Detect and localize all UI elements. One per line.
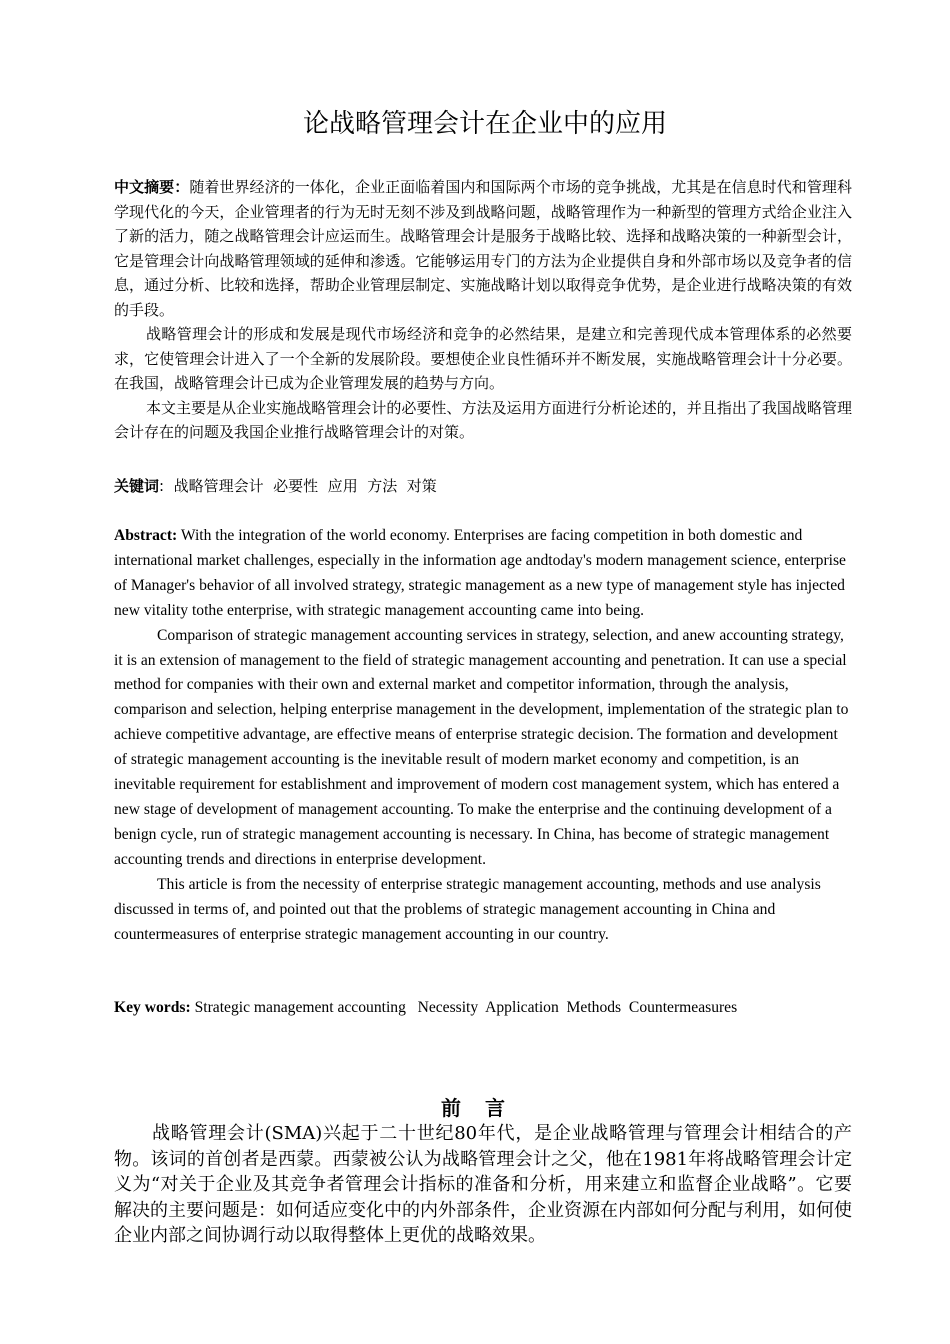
document-title: 论战略管理会计在企业中的应用	[302, 109, 667, 139]
english-abstract	[114, 524, 854, 947]
chinese-keywords	[114, 474, 852, 498]
preface-heading: 前言	[441, 1096, 529, 1120]
english-abstract-paragraph-2: Comparison of strategic management accounting services in strategy, selection, and anew accounting strategy, it is an extension of management to the field of strategic management accounting and penetration. It can use a special method for companies with their own and external market and competitor information, through the analysis, comparison and selection, helping enterprise management in the development, implementation of the strategic plan to achieve competitive advantage, are effective means of enterprise strategic decision. The formation and development of strategic management accounting is the inevitable result of modern market economy and competition, is an inevitable requirement for establishment and improvement of modern cost management system, which has entered a new stage of development of management accounting. To make the enterprise and the continuing development of a benign cycle, run of strategic management accounting is necessary. In China, has become of strategic management accounting trends and directions in enterprise development.	[114, 626, 849, 868]
chinese-keywords-label: 关键词	[114, 477, 160, 495]
english-keywords-label: Key words:	[114, 999, 191, 1016]
chinese-abstract-paragraph-3: 本文主要是从企业实施战略管理会计的必要性、方法及运用方面进行分析论述的，并且指出了我国战略管理会计存在的问题及我国企业推行战略管理会计的对策。	[114, 398, 852, 441]
chinese-keywords-text: 战略管理会计 必要性 应用 方法 对策	[164, 477, 437, 495]
chinese-keywords-separator: :	[159, 477, 165, 495]
chinese-abstract-text-1: 随着世界经济的一体化，企业正面临着国内和国际两个市场的竞争挑战，尤其是在信息时代和管理科学现代化的今天，企业管理者的行为无时无刻不涉及到战略问题，战略管理作为一种新型的管理方式给企业注入了新的活力，随之战略管理会计应运而生。战略管理会计是服务于战略比较、选择和战略决策的一种新型会计，它是管理会计向战略管理领域的延伸和渗透。它能够运用专门的方法为企业提供自身和外部市场以及竞争者的信息，通过分析、比较和选择，帮助企业管理层制定、实施战略计划以取得竞争优势，是企业进行战略决策的有效的手段。	[114, 178, 852, 319]
chinese-abstract	[114, 175, 852, 445]
english-abstract-label: Abstract:	[114, 527, 178, 544]
english-abstract-paragraph-1	[114, 524, 854, 624]
chinese-abstract-paragraph-1	[114, 175, 852, 322]
chinese-abstract-paragraph-2: 战略管理会计的形成和发展是现代市场经济和竞争的必然结果，是建立和完善现代成本管理体系的必然要求，它使管理会计进入了一个全新的发展阶段。要想使企业良性循环并不断发展，实施战略管理会计十分必要。在我国，战略管理会计已成为企业管理发展的趋势与方向。	[114, 325, 852, 392]
english-keywords	[114, 996, 854, 1020]
english-keywords-text: Strategic management accounting Necessity Application Methods Countermeasures	[190, 999, 738, 1016]
english-abstract-paragraph-3: This article is from the necessity of enterprise strategic management accounting, methods and use analysis discussed in terms of, and pointed out that the problems of strategic management accounting in China and countermeasures of enterprise strategic management accounting in our country.	[114, 875, 821, 943]
english-abstract-text-1: With the integration of the world economy. Enterprises are facing competition in both domestic and international market challenges, especially in the information age andtoday's modern management science, enterprise of Manager's behavior of all involved strategy, strategic management as a new type of management style has injected new vitality tothe enterprise, with strategic management accounting came into being.	[114, 527, 846, 619]
chinese-abstract-label: 中文摘要：	[114, 178, 190, 196]
preface-paragraph: 战略管理会计(SMA)兴起于二十世纪80年代，是企业战略管理与管理会计相结合的产物。该词的首创者是西蒙。西蒙被公认为战略管理会计之父，他在1981年将战略管理会计定义为“对关于企业及其竞争者管理会计指标的准备和分析，用来建立和监督企业战略”。它要解决的主要问题是：如何适应变化中的内外部条件，企业资源在内部如何分配与利用，如何使企业内部之间协调行动以取得整体上更优的战略效果。	[114, 1123, 852, 1246]
